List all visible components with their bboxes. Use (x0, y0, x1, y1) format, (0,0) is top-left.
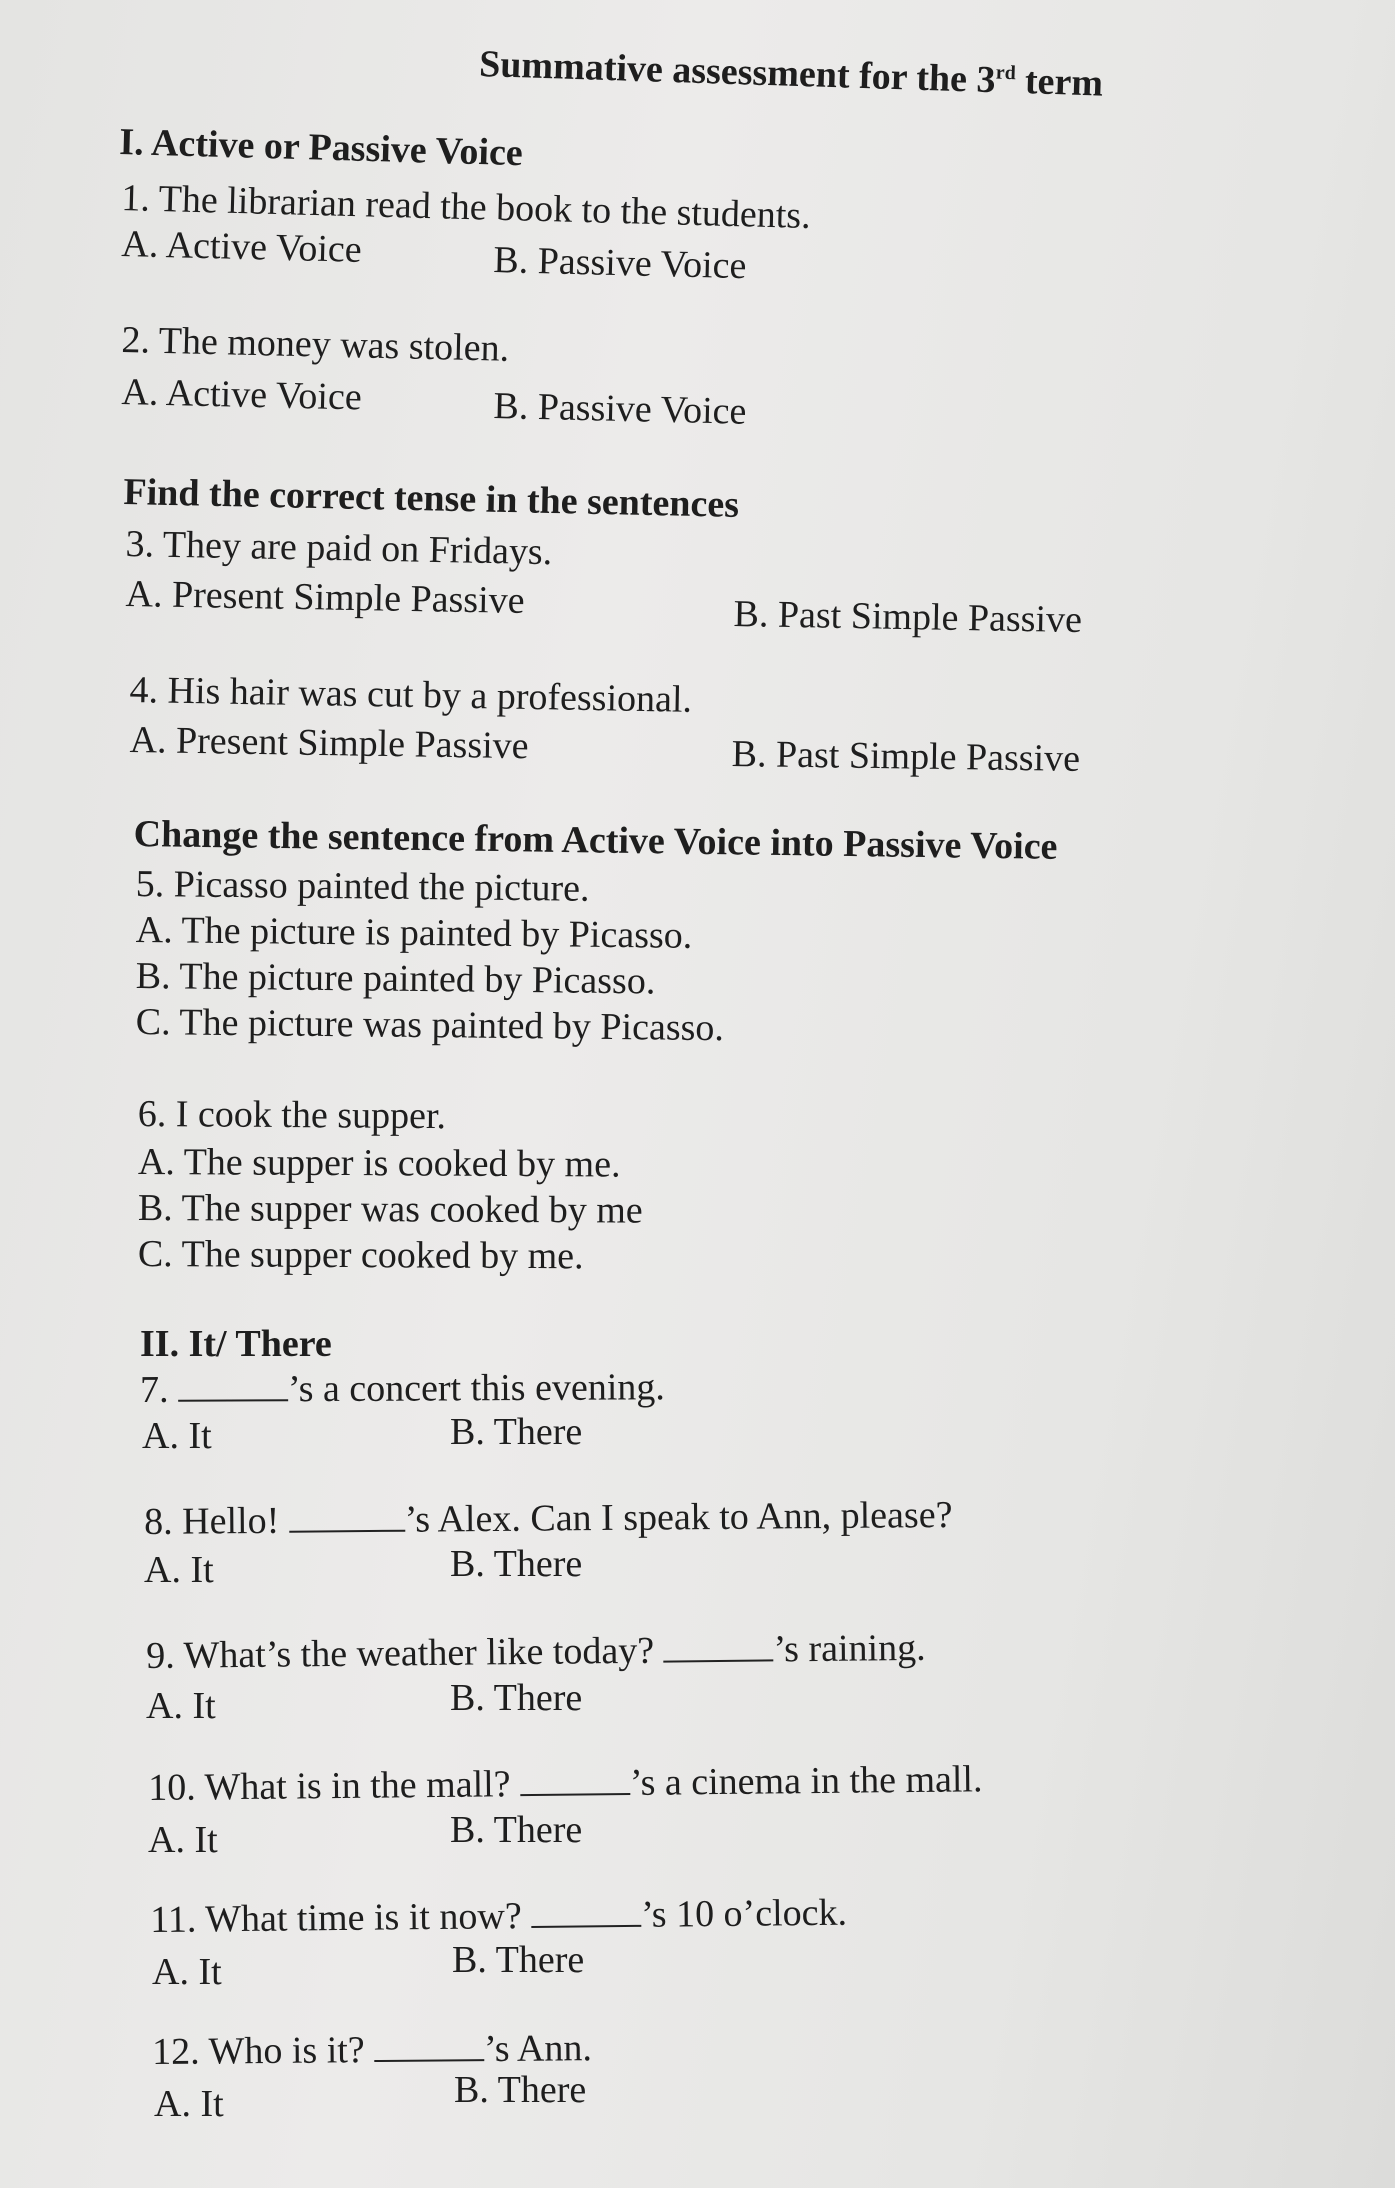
option-a[interactable]: A. It (146, 1685, 216, 1727)
option-a[interactable]: A. Present Simple Passive (125, 572, 525, 622)
option-a[interactable]: A. The supper is cooked by me. (137, 1141, 621, 1186)
option-c[interactable]: C. The picture was painted by Picasso. (135, 1000, 725, 1050)
question-text: 12. Who is it? ’s Ann. (152, 2027, 593, 2073)
question-text: 4. His hair was cut by a professional. (129, 668, 693, 721)
option-b[interactable]: B. There (450, 1677, 583, 1719)
answer-blank[interactable] (663, 1629, 773, 1662)
question-text: 7. ’s a concert this evening. (140, 1366, 665, 1411)
option-b[interactable]: B. Passive Voice (493, 384, 747, 433)
page-title: Summative assessment for the 3rd term (478, 42, 1104, 105)
question-text: 2. The money was stolen. (121, 318, 510, 370)
question-text: 1. The librarian read the book to the students. (120, 176, 812, 238)
question-text: 6. I cook the supper. (137, 1093, 447, 1138)
option-a[interactable]: A. It (142, 1415, 212, 1457)
answer-blank[interactable] (531, 1895, 641, 1928)
option-a[interactable]: A. It (152, 1951, 222, 1993)
option-a[interactable]: A. It (148, 1819, 218, 1861)
option-b[interactable]: B. There (452, 1939, 585, 1981)
option-b[interactable]: B. Past Simple Passive (733, 592, 1083, 642)
answer-blank[interactable] (289, 1500, 405, 1533)
option-b[interactable]: B. Past Simple Passive (731, 732, 1081, 780)
question-text: 3. They are paid on Fridays. (125, 522, 553, 574)
option-c[interactable]: C. The supper cooked by me. (137, 1233, 584, 1278)
option-b[interactable]: B. There (450, 1809, 583, 1851)
question-text: 10. What is in the mall? ’s a cinema in the mall. (148, 1758, 983, 1809)
option-a[interactable]: A. Active Voice (121, 370, 363, 419)
option-b[interactable]: B. The picture painted by Picasso. (135, 954, 656, 1003)
question-text: 8. Hello! ’s Alex. Can I speak to Ann, please? (144, 1493, 953, 1543)
option-b[interactable]: B. There (454, 2069, 587, 2111)
section-heading: II. It/ There (140, 1323, 332, 1365)
question-text: 9. What’s the weather like today? ’s raining. (146, 1626, 926, 1677)
option-b[interactable]: B. There (450, 1543, 583, 1585)
subsection-heading: Find the correct tense in the sentences (123, 470, 740, 526)
option-b[interactable]: B. Passive Voice (492, 238, 747, 288)
answer-blank[interactable] (520, 1763, 630, 1796)
option-a[interactable]: A. Active Voice (120, 222, 363, 271)
question-text: 5. Picasso painted the picture. (135, 862, 590, 910)
option-a[interactable]: A. The picture is painted by Picasso. (135, 908, 693, 957)
section-heading: I. Active or Passive Voice (118, 120, 524, 175)
option-b[interactable]: B. The supper was cooked by me (137, 1187, 643, 1232)
answer-blank[interactable] (374, 2029, 484, 2062)
answer-blank[interactable] (178, 1369, 288, 1402)
option-a[interactable]: A. It (144, 1549, 214, 1591)
option-a[interactable]: A. Present Simple Passive (129, 718, 529, 768)
question-text: 11. What time is it now? ’s 10 o’clock. (150, 1891, 848, 1941)
subsection-heading: Change the sentence from Active Voice into Passive Voice (133, 812, 1058, 868)
option-a[interactable]: A. It (154, 2083, 224, 2125)
option-b[interactable]: B. There (450, 1411, 583, 1453)
